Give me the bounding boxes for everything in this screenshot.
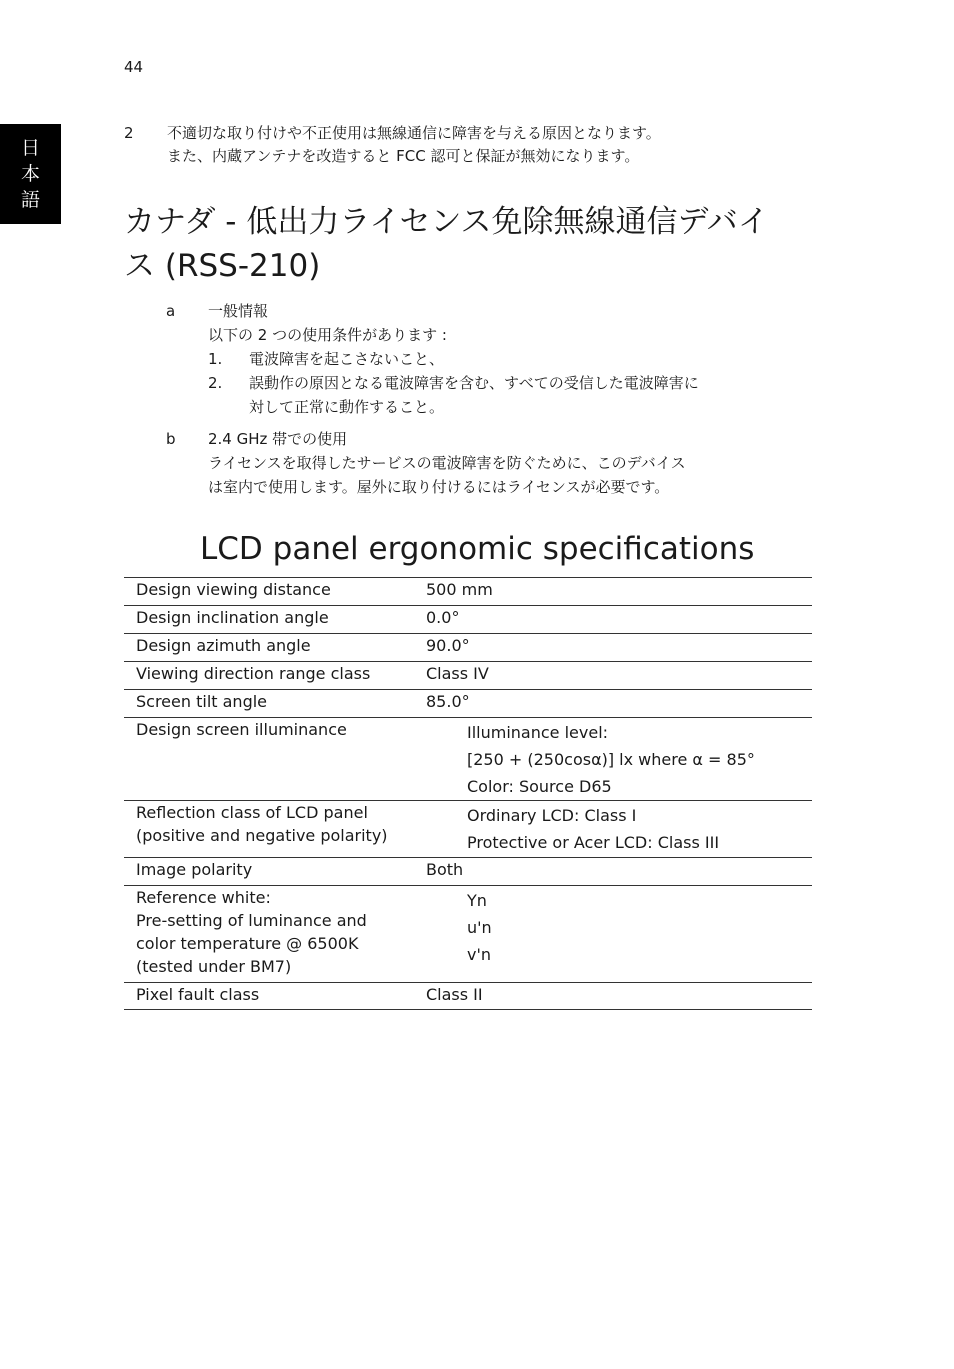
spec-value-line: 85.0°: [426, 692, 470, 711]
footnote-number: 2: [124, 124, 134, 142]
spec-value-line: Class II: [426, 985, 483, 1004]
side-tab-char: 本: [20, 163, 40, 185]
spec-key-line: Image polarity: [136, 860, 253, 879]
item-line: は室内で使用します。屋外に取り付けるにはライセンスが必要です。: [208, 478, 670, 496]
spec-key: [124, 578, 426, 606]
spec-value: [426, 662, 812, 690]
spec-value-line: Both: [426, 860, 464, 879]
spec-value: [426, 690, 812, 718]
spec-key-line: Design viewing distance: [136, 580, 331, 599]
language-side-tab: [0, 124, 61, 224]
spec-key: [124, 858, 426, 886]
spec-value-line: Class IV: [426, 664, 489, 683]
spec-value-line: u'n: [467, 918, 492, 937]
condition-number: 1.: [208, 350, 223, 368]
spec-row: [124, 801, 812, 858]
spec-value: [426, 718, 812, 801]
spec-key-line: (tested under BM7): [136, 957, 292, 976]
spec-value-line: Protective or Acer LCD: Class III: [467, 833, 720, 852]
spec-value: [426, 858, 812, 886]
spec-key: [124, 886, 426, 983]
spec-value-line: Illuminance level:: [467, 723, 609, 742]
footnote-line: 不適切な取り付けや不正使用は無線通信に障害を与える原因となります。: [167, 124, 661, 142]
item-label: a: [166, 302, 176, 320]
spec-key: [124, 606, 426, 634]
spec-key-line: Design azimuth angle: [136, 636, 311, 655]
item-line: ライセンスを取得したサービスの電波障害を防ぐために、このデバイス: [208, 454, 686, 472]
condition-line: 対して正常に動作すること。: [249, 398, 445, 416]
spec-key-line: Design screen illuminance: [136, 720, 347, 739]
spec-value-line: Color: Source D65: [467, 777, 612, 796]
spec-value-line: 90.0°: [426, 636, 470, 655]
spec-row: [124, 886, 812, 983]
item-title: 2.4 GHz 帯での使用: [208, 430, 348, 448]
spec-key: [124, 983, 426, 1010]
section-title: [124, 200, 824, 288]
page-number: 44: [124, 58, 144, 76]
spec-row: [124, 718, 812, 801]
spec-key-line: Viewing direction range class: [136, 664, 371, 683]
spec-row: [124, 983, 812, 1010]
spec-value-line: 0.0°: [426, 608, 460, 627]
spec-value: [426, 606, 812, 634]
spec-table: [124, 577, 812, 1010]
spec-title: LCD panel ergonomic specifications: [200, 531, 755, 567]
spec-value-line: Yn: [467, 891, 487, 910]
footnote-line: また、内蔵アンテナを改造すると FCC 認可と保証が無効になります。: [167, 147, 640, 165]
spec-key-line: Reflection class of LCD panel: [136, 803, 368, 822]
spec-value: [426, 886, 812, 983]
spec-value-line: 500 mm: [426, 580, 493, 599]
condition-line: 誤動作の原因となる電波障害を含む、すべての受信した電波障害に: [249, 374, 699, 392]
spec-value-line: [250 + (250cosα)] lx where α = 85°: [467, 750, 755, 769]
spec-value: [426, 634, 812, 662]
spec-key: [124, 801, 426, 858]
spec-row: [124, 662, 812, 690]
spec-key-line: Pixel fault class: [136, 985, 260, 1004]
spec-row: [124, 634, 812, 662]
spec-value-line: Ordinary LCD: Class I: [467, 806, 637, 825]
spec-row: [124, 578, 812, 606]
footnote: [124, 122, 661, 168]
spec-key-line: Reference white:: [136, 888, 271, 907]
spec-key: [124, 718, 426, 801]
spec-key-line: (positive and negative polarity): [136, 826, 388, 845]
spec-key: [124, 662, 426, 690]
section-title-line: ス (RSS-210): [124, 248, 321, 284]
condition-line: 電波障害を起こさないこと、: [249, 350, 445, 368]
section-title-line: カナダ - 低出力ライセンス免除無線通信デバイ: [124, 204, 769, 240]
condition-2: [208, 371, 699, 419]
spec-row: [124, 606, 812, 634]
item-b: [166, 427, 686, 499]
spec-key-line: Screen tilt angle: [136, 692, 268, 711]
item-title: 一般情報: [208, 302, 269, 320]
spec-key: [124, 634, 426, 662]
spec-value: [426, 983, 812, 1010]
side-tab-char: 日: [20, 137, 40, 159]
spec-value: [426, 578, 812, 606]
item-a: [166, 299, 699, 419]
item-label: b: [166, 430, 176, 448]
side-tab-char: 語: [20, 189, 40, 211]
spec-key: [124, 690, 426, 718]
spec-row: [124, 690, 812, 718]
spec-key-line: Design inclination angle: [136, 608, 329, 627]
spec-key-line: Pre-setting of luminance and: [136, 911, 367, 930]
spec-row: [124, 858, 812, 886]
item-intro: 以下の 2 つの使用条件があります :: [208, 326, 447, 344]
spec-value: [426, 801, 812, 858]
condition-1: [208, 347, 699, 371]
spec-value-line: v'n: [467, 945, 492, 964]
spec-key-line: color temperature @ 6500K: [136, 934, 359, 953]
condition-number: 2.: [208, 374, 223, 392]
